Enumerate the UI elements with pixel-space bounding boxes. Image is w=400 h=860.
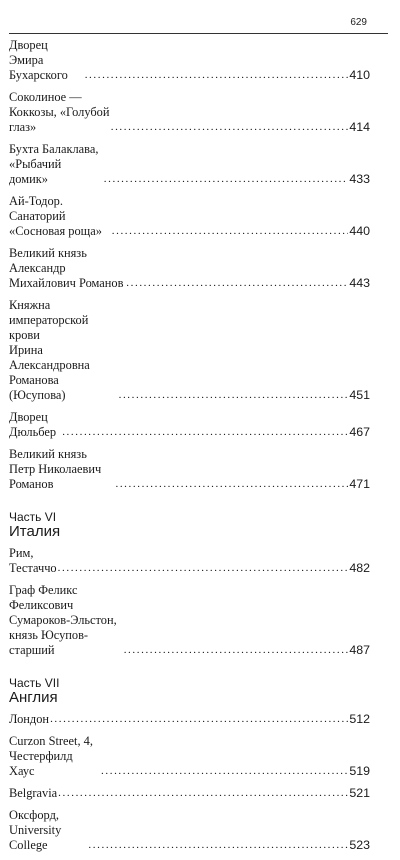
entry-page: 433 [349, 172, 370, 186]
entry-page: 521 [349, 786, 370, 800]
entry-title: Лондон [9, 712, 50, 726]
entry-title: Граф Феликс Феликсович Сумароков-Эльстон, князь Юсупов-старший [9, 583, 117, 657]
section-crimea [9, 38, 370, 492]
entry-page: 443 [349, 276, 370, 290]
page-number: 629 [350, 17, 367, 28]
dot-leader [112, 224, 349, 239]
entry-title: Великий князь Александр Михайлович Романов [9, 246, 124, 290]
dot-leader [85, 68, 349, 83]
entry-title: Дворец Дюльбер [9, 410, 57, 439]
entry-page: 482 [349, 561, 370, 575]
entry-title: Соколиное — Коккозы, «Голубой глаз» [9, 90, 110, 134]
entry-title: Оксфорд, University College [9, 808, 62, 852]
part-name: Англия [9, 689, 58, 706]
toc-entry [9, 786, 370, 801]
entry-page: 512 [349, 712, 370, 726]
dot-leader [124, 643, 349, 658]
part-heading [9, 511, 370, 540]
toc-entry [9, 298, 370, 403]
entry-page: 471 [349, 477, 370, 491]
entry-title: Княжна императорской крови Ирина Александровна Романова (Юсупова) [9, 298, 90, 402]
dot-leader [50, 712, 348, 727]
dot-leader [104, 172, 349, 187]
toc-entry [9, 38, 370, 83]
entry-title: Curzon Street, 4, Честерфилд Хаус [9, 734, 93, 778]
toc-entry [9, 246, 370, 291]
entry-page: 451 [349, 388, 370, 402]
section-italy [9, 511, 370, 658]
dot-leader [111, 120, 349, 135]
entry-page: 410 [349, 68, 370, 82]
dot-leader [101, 764, 348, 779]
dot-leader [88, 838, 348, 853]
dot-leader [58, 561, 349, 576]
toc-entry [9, 808, 370, 853]
entry-title: Бухта Балаклава, «Рыбачий домик» [9, 142, 99, 186]
toc-entry [9, 142, 370, 187]
entry-title: Великий князь Петр Николаевич Романов [9, 447, 102, 491]
entry-page: 519 [349, 764, 370, 778]
dot-leader [119, 388, 349, 403]
entry-page: 414 [349, 120, 370, 134]
entry-title: Belgravia [9, 786, 58, 800]
entry-page: 467 [349, 425, 370, 439]
toc-entry [9, 410, 370, 440]
dot-leader [62, 425, 348, 440]
dot-leader [58, 786, 348, 801]
toc-entry [9, 447, 370, 492]
part-label: Часть VI [9, 510, 57, 524]
toc-entry [9, 712, 370, 727]
part-label: Часть VII [9, 676, 60, 690]
entry-page: 523 [349, 838, 370, 852]
part-name: Италия [9, 523, 61, 540]
entry-title: Рим, Тестаччо [9, 546, 57, 575]
toc-entry [9, 734, 370, 779]
entry-page: 487 [349, 643, 370, 657]
toc-entry [9, 583, 370, 658]
table-of-contents [9, 38, 370, 860]
dot-leader [126, 276, 348, 291]
section-england [9, 677, 370, 853]
toc-entry [9, 90, 370, 135]
toc-entry [9, 194, 370, 239]
entry-page: 440 [349, 224, 370, 238]
toc-entry [9, 546, 370, 576]
part-heading [9, 677, 370, 706]
entry-title: Ай-Тодор. Санаторий «Сосновая роща» [9, 194, 102, 238]
entry-title: Дворец Эмира Бухарского [9, 38, 68, 82]
dot-leader [115, 477, 348, 492]
header-rule [9, 33, 388, 34]
